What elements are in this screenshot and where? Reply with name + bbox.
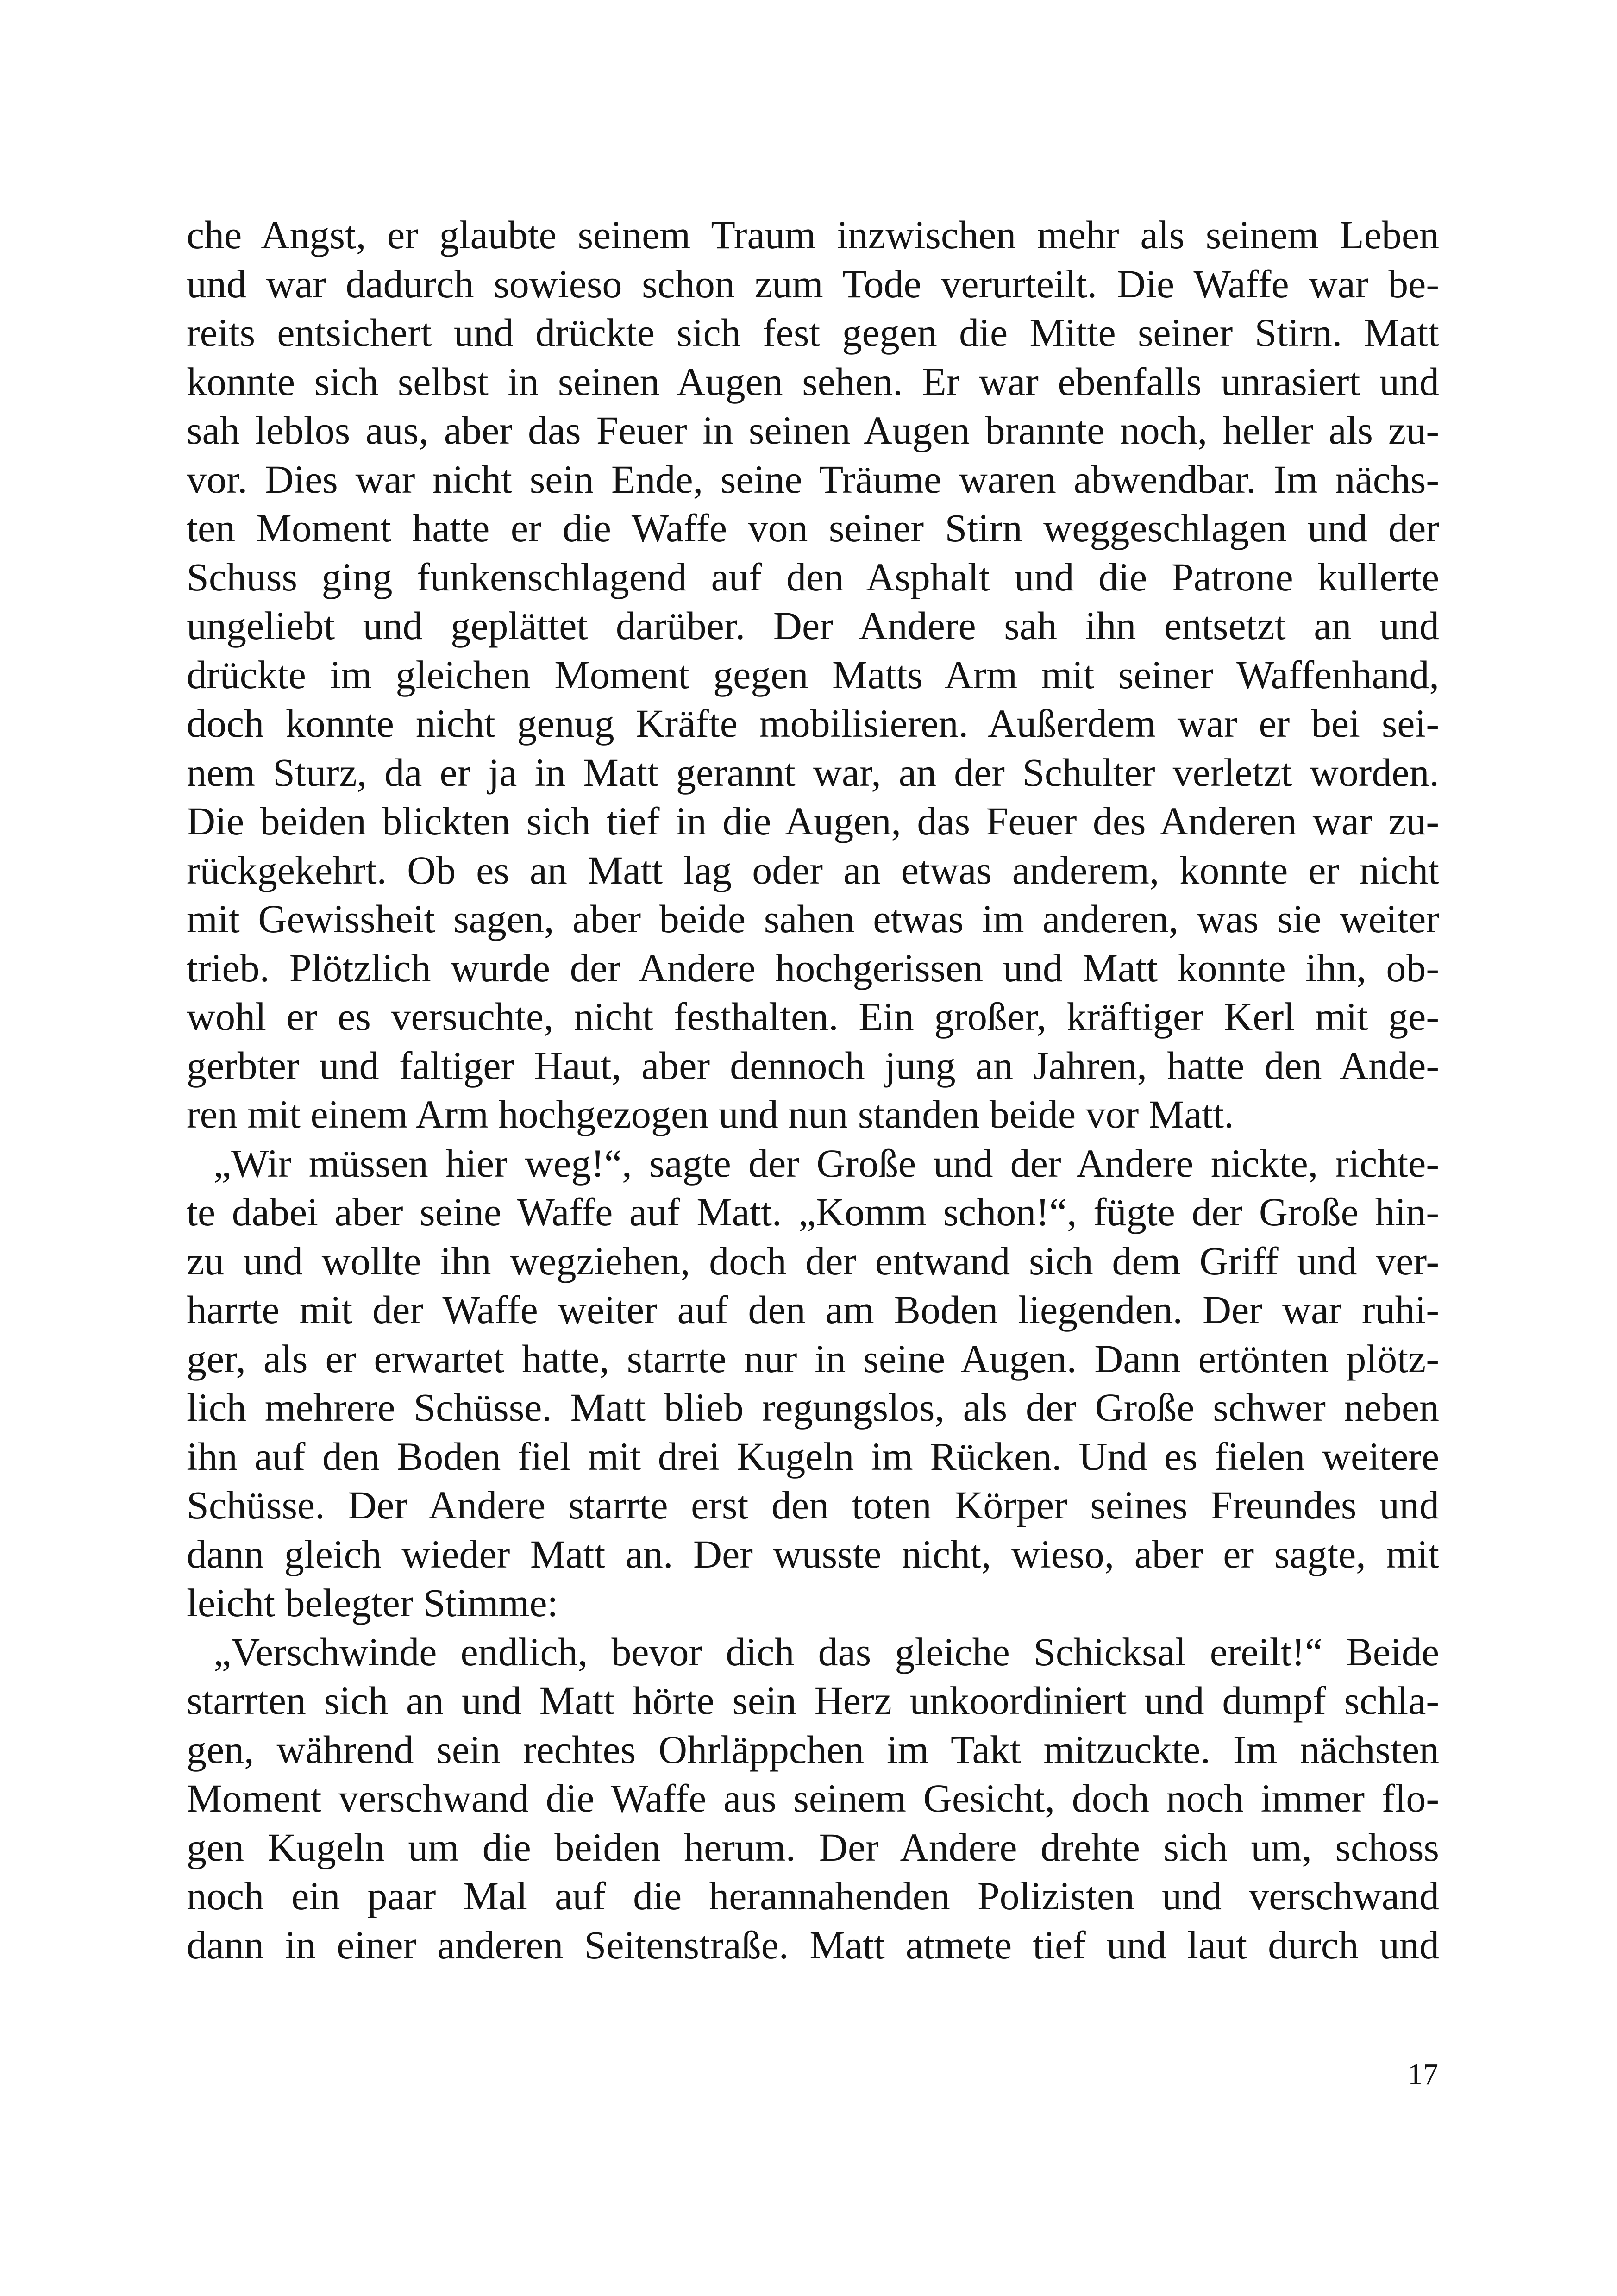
text-line: gen, während sein rechtes Ohrläppchen im Takt mitzuckte. Im nächsten	[187, 1727, 1439, 1772]
text-line: te dabei aber seine Waffe auf Matt. „Komm schon!“, fügte der Große hin-	[187, 1190, 1439, 1234]
text-line: „Wir müssen hier weg!“, sagte der Große und der Andere nickte, richte-	[213, 1141, 1439, 1186]
text-line: drückte im gleichen Moment gegen Matts Arm mit seiner Waffenhand,	[187, 652, 1439, 697]
text-line: harrte mit der Waffe weiter auf den am Boden liegenden. Der war ruhi-	[187, 1287, 1439, 1332]
text-line: Moment verschwand die Waffe aus seinem Gesicht, doch noch immer flo-	[187, 1776, 1439, 1820]
text-line: ren mit einem Arm hochgezogen und nun standen beide vor Matt.	[187, 1092, 1234, 1136]
text-line: Die beiden blickten sich tief in die Augen, das Feuer des Anderen war zu-	[187, 799, 1439, 843]
text-line: nem Sturz, da er ja in Matt gerannt war, an der Schulter verletzt worden.	[187, 750, 1439, 795]
text-line: konnte sich selbst in seinen Augen sehen. Er war ebenfalls unrasiert und	[187, 359, 1439, 404]
text-line: leicht belegter Stimme:	[187, 1581, 558, 1625]
text-line: Schuss ging funkenschlagend auf den Asphalt und die Patrone kullerte	[187, 554, 1439, 599]
text-line: trieb. Plötzlich wurde der Andere hochgerissen und Matt konnte ihn, ob-	[187, 945, 1439, 990]
text-line: mit Gewissheit sagen, aber beide sahen etwas im anderen, was sie weiter	[187, 897, 1439, 941]
text-line: noch ein paar Mal auf die herannahenden Polizisten und verschwand	[187, 1874, 1439, 1918]
body-text	[187, 211, 1439, 1970]
text-line: starrten sich an und Matt hörte sein Herz unkoordiniert und dumpf schla-	[187, 1678, 1439, 1723]
text-line: che Angst, er glaubte seinem Traum inzwischen mehr als seinem Leben	[187, 213, 1439, 257]
page-number: 17	[1408, 2058, 1438, 2091]
text-line: lich mehrere Schüsse. Matt blieb regungslos, als der Große schwer neben	[187, 1385, 1439, 1430]
text-line: ten Moment hatte er die Waffe von seiner Stirn weggeschlagen und der	[187, 506, 1439, 550]
text-line: rückgekehrt. Ob es an Matt lag oder an etwas anderem, konnte er nicht	[187, 847, 1439, 892]
text-line: gen Kugeln um die beiden herum. Der Andere drehte sich um, schoss	[187, 1825, 1439, 1869]
text-line: ungeliebt und geplättet darüber. Der Andere sah ihn entsetzt an und	[187, 603, 1439, 648]
text-line: „Verschwinde endlich, bevor dich das gleiche Schicksal ereilt!“ Beide	[213, 1629, 1439, 1674]
text-line: gerbter und faltiger Haut, aber dennoch jung an Jahren, hatte den Ande-	[187, 1043, 1439, 1088]
text-line: zu und wollte ihn wegziehen, doch der entwand sich dem Griff und ver-	[187, 1238, 1439, 1283]
text-line: doch konnte nicht genug Kräfte mobilisieren. Außerdem war er bei sei-	[187, 701, 1439, 746]
text-line: Schüsse. Der Andere starrte erst den toten Körper seines Freundes und	[187, 1483, 1439, 1527]
text-line: dann gleich wieder Matt an. Der wusste nicht, wieso, aber er sagte, mit	[187, 1531, 1439, 1576]
text-line: vor. Dies war nicht sein Ende, seine Träume waren abwendbar. Im nächs-	[187, 457, 1439, 502]
text-line: sah leblos aus, aber das Feuer in seinen Augen brannte noch, heller als zu-	[187, 408, 1439, 452]
text-line: dann in einer anderen Seitenstraße. Matt atmete tief und laut durch und	[187, 1922, 1439, 1967]
text-line: reits entsichert und drückte sich fest gegen die Mitte seiner Stirn. Matt	[187, 310, 1439, 355]
text-line: und war dadurch sowieso schon zum Tode verurteilt. Die Waffe war be-	[187, 261, 1439, 306]
text-line: wohl er es versuchte, nicht festhalten. Ein großer, kräftiger Kerl mit ge-	[187, 994, 1439, 1039]
text-line: ger, als er erwartet hatte, starrte nur in seine Augen. Dann ertönten plötz-	[187, 1336, 1439, 1381]
text-line: ihn auf den Boden fiel mit drei Kugeln im Rücken. Und es fielen weitere	[187, 1434, 1439, 1479]
